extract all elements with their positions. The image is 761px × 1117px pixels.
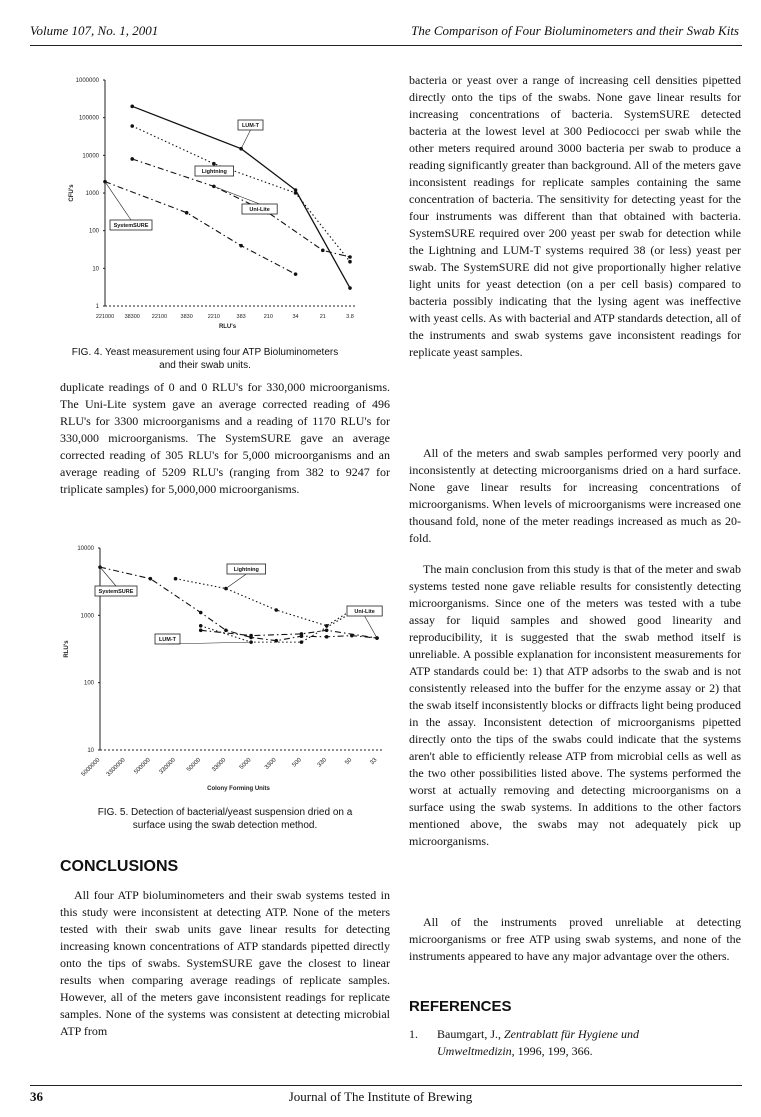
- series-label-leader: [105, 182, 131, 220]
- x-tick-label: 33000: [211, 757, 228, 774]
- series-label-leader: [226, 574, 246, 589]
- figure-5-caption-line1: FIG. 5. Detection of bacterial/yeast suspension dried on a: [97, 807, 353, 818]
- data-point: [130, 157, 134, 161]
- data-point: [224, 628, 228, 632]
- x-tick-label: 33: [369, 757, 379, 767]
- journal-name: Journal of The Institute of Brewing: [288, 1089, 473, 1104]
- x-tick-label: 3.8: [346, 314, 354, 320]
- x-tick-label: 500: [291, 757, 303, 769]
- data-point: [325, 635, 329, 639]
- right-paragraph-1: bacteria or yeast over a range of increasing cell densities pipetted directly onto the tips of the swabs. None gave linear results for increasing concentrations of bacteria. SystemSURE detected bacteria at the lowest level at 300 Pediococci per swab while the other meters required around 3000 bacteria per swab to produce a reading significantly greater than background. All of the meters gave inconsistent readings for replicate samples containing the same concentration of bacteria. The sensitivity for detecting yeast for the four instruments was different than that obtained with bacteria. SystemSURE required over 200 yeast per swab for detection while the Lightning and LUM-T systems required 38 (or less) yeast per swab. The SystemSURE did not give proportionally higher relative light units for yeast detection (on a per cell basis) compared to bacteria possibly indicating that the lysing agent was ineffective with yeast cells. As with bacterial and ATP standards detection, all of the instruments and swab systems gave inconsistent readings for replicate yeast samples.: [409, 73, 741, 359]
- y-tick-label: 100000: [78, 115, 99, 122]
- data-point: [130, 124, 134, 128]
- x-tick-label: 3830: [180, 314, 193, 320]
- reference-journal-2: Umweltmedizin: [437, 1044, 512, 1058]
- running-header-right: The Comparison of Four Bioluminometers and their Swab Kits: [411, 23, 739, 38]
- y-tick-label: 1000000: [75, 78, 99, 84]
- y-tick-label: 10000: [82, 153, 99, 160]
- left-paragraph-1: duplicate readings of 0 and 0 RLU's for 330,000 microorganisms. The Uni-Lite system gave an average corrected reading of 496 RLU's for 3300 microorganisms and a reading of 1170 RLU's for 330,000 microorganisms. The SystemSURE gave an average corrected reading of 305 RLU's for 5,000 microorganisms and an average reading of 5209 RLU's (ranging from 382 to 9247 for triplicate samples) for 5,000,000 microorganisms.: [60, 380, 390, 496]
- figure-5-caption-line2: surface using the swab detection method.: [132, 820, 318, 831]
- y-axis-label: RLU's: [64, 640, 70, 658]
- running-header-left: Volume 107, No. 1, 2001: [30, 23, 159, 38]
- y-tick-label: 10000: [77, 546, 94, 552]
- x-tick-label: 330: [316, 757, 329, 769]
- x-tick-label: 5000: [238, 757, 253, 771]
- data-point: [300, 640, 304, 644]
- series-label-leader: [365, 616, 377, 638]
- series-label: SystemSURE: [113, 223, 149, 229]
- x-axis-label: RLU's: [218, 324, 237, 330]
- y-tick-label: 100: [88, 228, 99, 235]
- series-line: [176, 579, 352, 626]
- series-label-leader: [241, 130, 250, 149]
- y-axis-label: CFU's: [69, 184, 75, 202]
- figure-4-chart: [30, 58, 360, 338]
- x-axis-label: Colony Forming Units: [207, 786, 270, 792]
- conclusions-heading: CONCLUSIONS: [60, 858, 179, 875]
- data-point: [130, 105, 134, 109]
- x-tick-label: 210: [263, 314, 273, 320]
- series-label: Uni-Lite: [354, 609, 375, 615]
- data-point: [321, 249, 325, 253]
- reference-1: [437, 1026, 737, 1043]
- series-label: SystemSURE: [98, 589, 134, 595]
- data-point: [300, 632, 304, 636]
- data-point: [348, 260, 352, 264]
- reference-authors: Baumgart, J.,: [437, 1027, 504, 1041]
- series-line: [201, 613, 352, 643]
- data-point: [103, 180, 107, 184]
- y-tick-label: 1: [95, 304, 99, 310]
- x-tick-label: 38300: [124, 314, 140, 320]
- data-point: [174, 577, 178, 581]
- x-tick-label: 22100: [151, 314, 168, 320]
- footer-rule: [30, 1085, 742, 1086]
- header-rule: [30, 45, 742, 46]
- x-tick-label: 2210: [207, 314, 221, 320]
- data-point: [199, 624, 203, 628]
- x-tick-label: 3300000: [105, 757, 127, 778]
- y-tick-label: 10: [87, 748, 94, 754]
- figure-5-caption: [60, 806, 390, 832]
- series-line: [132, 159, 350, 257]
- data-point: [294, 272, 298, 276]
- references-heading: REFERENCES: [409, 998, 512, 1015]
- y-tick-label: 100: [83, 680, 94, 687]
- data-point: [348, 255, 352, 259]
- x-tick-label: 5000000: [80, 757, 102, 778]
- x-tick-label: 34: [292, 314, 299, 320]
- right-paragraph-2: All of the meters and swab samples performed very poorly and inconsistently at detecting microorganisms dried on a hard surface. None gave linear results for increasing concentrations of microorganisms. When levels of microorganisms were increased one thousand fold, none of the meter readings increased as much as 20-fold.: [409, 446, 741, 545]
- x-tick-label: 383: [236, 314, 246, 320]
- y-tick-label: 10: [92, 266, 99, 273]
- series-label: Lightning: [201, 169, 227, 175]
- series-label: Uni-Lite: [249, 207, 270, 213]
- reference-journal: Zentrablatt für Hygiene und: [504, 1027, 639, 1041]
- y-tick-label: 1000: [85, 191, 99, 197]
- right-paragraph-3: The main conclusion from this study is that of the meter and swab systems tested none gave reliable results for consistently detecting microorganisms. Since one of the meters was tested with a tube assay for liquid samples and showed good linearity and reproducibility, it is suggested that the swab method itself is unreliable. A possible explanation for inconsistent measurements for ATP standards could be: 1) that ATP adsorbs to the swab and is not consistently released into the buffer for the enzyme assay or 2) that the swab itself inconsistently blocks or diffracts light being produced in the assay. Inconsistent detection of microorganisms pipetted directly onto the tips of the swabs could indicate that the systems aren't able to efficiently release ATP from microbial cells as well as the two other possibilities listed above. The systems performed the worst at actually removing and detecting microorganisms on a surface using the swab systems. In additions to the other factors mentioned above, the swabs may not adequately pick up microorganisms.: [409, 562, 741, 848]
- data-point: [348, 286, 352, 290]
- conclusions-paragraph: All four ATP bioluminometers and their swab systems tested in this study were inconsistent at detecting ATP. None of the meters tested with their swab units gave linear results for detecting increasing known concentrations of ATP standards pipetted directly onto the tips of swabs. SystemSURE gave the closest to linear results when comparing average readings of replicate samples. However, all of the meters gave inconsistent readings for replicate samples. None of the systems was consistent at detecting microbial ATP from: [60, 888, 390, 1038]
- right-paragraph-4: All of the instruments proved unreliable at detecting microorganisms or free ATP using swab systems, and none of the instruments appeared to have any major advantage over the others.: [409, 915, 741, 963]
- figure-4-caption: [35, 346, 375, 372]
- x-tick-label: 330000: [158, 757, 177, 776]
- data-point: [199, 628, 203, 632]
- data-point: [294, 191, 298, 195]
- data-point: [249, 634, 253, 638]
- x-tick-label: 221000: [95, 314, 115, 320]
- figure-4-caption-line2: and their swab units.: [159, 360, 251, 371]
- series-label: LUM-T: [241, 123, 260, 129]
- data-point: [199, 611, 203, 615]
- data-point: [185, 211, 189, 215]
- x-tick-label: 50000: [186, 757, 203, 774]
- series-label: Lightning: [233, 567, 259, 573]
- series-label-leader: [214, 186, 260, 204]
- series-label: LUM-T: [158, 637, 177, 643]
- x-tick-label: 3300: [263, 757, 278, 771]
- data-point: [149, 577, 153, 581]
- data-point: [239, 244, 243, 248]
- reference-1-line2: [437, 1043, 593, 1060]
- page-number: 36: [30, 1089, 43, 1104]
- x-tick-label: 21: [319, 314, 326, 320]
- data-point: [274, 608, 278, 612]
- x-tick-label: 500000: [133, 757, 152, 776]
- y-tick-label: 1000: [80, 613, 94, 620]
- data-point: [325, 628, 329, 632]
- reference-rest: , 1996, 199, 366.: [511, 1044, 593, 1058]
- reference-number: 1.: [409, 1027, 418, 1041]
- figure-5-chart: [55, 538, 385, 813]
- figure-4-caption-line1: FIG. 4. Yeast measurement using four ATP Bioluminometers: [71, 347, 339, 358]
- series-line: [100, 567, 377, 641]
- x-tick-label: 50: [344, 757, 354, 767]
- series-line: [132, 126, 350, 262]
